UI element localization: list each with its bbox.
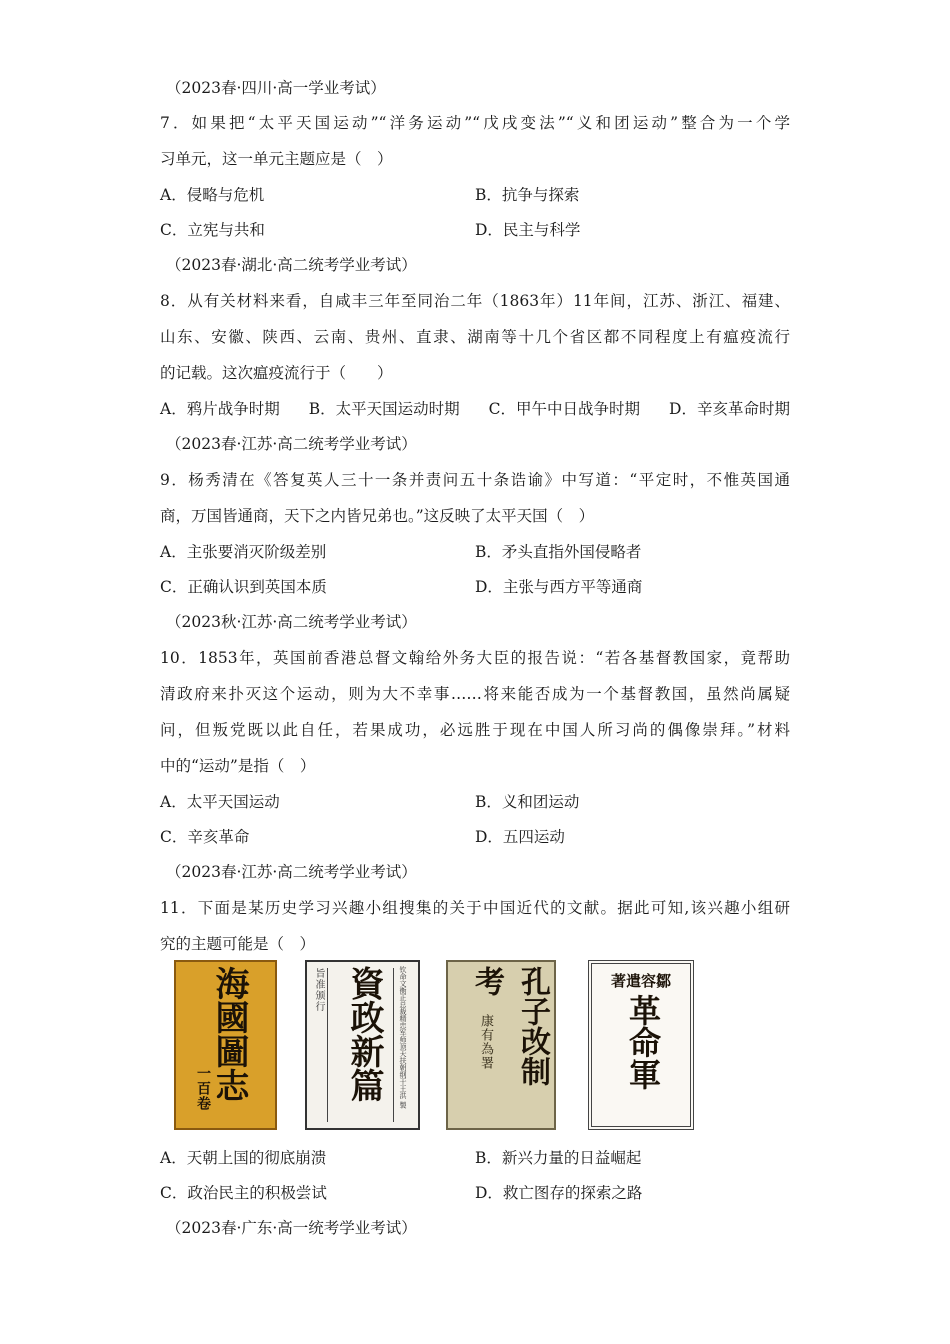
- book-cover-zizhengxinpian: [305, 960, 420, 1130]
- option-c[interactable]: C．正确认识到英国本质: [160, 578, 327, 596]
- book-cover-haiguotuzhi: [174, 960, 277, 1130]
- option-row: [160, 542, 790, 562]
- option-b[interactable]: B．太平天国运动时期: [308, 400, 460, 418]
- question-text: 8．从有关材料来看，自咸丰三年至同治二年（1863年）11年间，江苏、浙江、福建、: [160, 292, 790, 310]
- option-c[interactable]: C．立宪与共和: [160, 221, 265, 239]
- option-a[interactable]: A．太平天国运动: [160, 793, 280, 811]
- book-title: 革命軍: [624, 994, 662, 1090]
- question-source: （2023春·江苏·高二统考学业考试）: [166, 435, 417, 453]
- option-a[interactable]: A．侵略与危机: [160, 186, 265, 204]
- option-c[interactable]: C．辛亥革命: [160, 828, 250, 846]
- option-row: [160, 577, 790, 597]
- book-side-left: 旨准颁行: [313, 968, 324, 1012]
- question-text: 中的“运动”是指（ ）: [160, 757, 316, 775]
- question-text: 清政府来扑灭这个运动，则为大不幸事……将来能否成为一个基督教国，虽然尚属疑: [160, 685, 790, 703]
- option-c[interactable]: C．甲午中日战争时期: [488, 400, 641, 418]
- option-a[interactable]: A．天朝上国的彻底崩溃: [160, 1149, 327, 1167]
- option-d[interactable]: D．主张与西方平等通商: [475, 578, 643, 596]
- question-text: 习单元，这一单元主题应是（ ）: [160, 150, 393, 168]
- option-d[interactable]: D．五四运动: [475, 828, 565, 846]
- book-volume: 一百卷: [195, 1066, 211, 1111]
- question-source: （2023春·四川·高一学业考试）: [166, 79, 386, 97]
- question-text: 11．下面是某历史学习兴趣小组搜集的关于中国近代的文献。据此可知,该兴趣小组研: [160, 899, 790, 917]
- option-d[interactable]: D．辛亥革命时期: [669, 400, 790, 418]
- option-b[interactable]: B．抗争与探索: [475, 186, 580, 204]
- book-cover-gemingjun: [588, 960, 694, 1130]
- option-d[interactable]: D．民主与科学: [475, 221, 581, 239]
- option-a[interactable]: A．鸦片战争时期: [160, 400, 280, 418]
- option-row: [160, 220, 790, 240]
- option-b[interactable]: B．新兴力量的日益崛起: [475, 1149, 642, 1167]
- question-text: 10．1853年，英国前香港总督文翰给外务大臣的报告说：“若各基督教国家，竟帮助: [160, 649, 790, 667]
- option-row: [160, 827, 790, 847]
- option-b[interactable]: B．义和团运动: [475, 793, 580, 811]
- question-source: （2023春·广东·高一统考学业考试）: [166, 1219, 417, 1237]
- option-c[interactable]: C．政治民主的积极尝试: [160, 1184, 327, 1202]
- border-line: [393, 968, 394, 1122]
- question-source: （2023春·湖北·高二统考学业考试）: [166, 256, 417, 274]
- question-text: 问，但叛党既以此自任，若果成功，必远胜于现在中国人所习尚的偶像崇拜。”材料: [160, 721, 790, 739]
- option-row: [160, 399, 790, 419]
- book-covers-figure: [160, 960, 790, 1148]
- book-side-right: 钦命文衡正总裁精忠军师顶天扶朝纲干王洪 製: [399, 966, 407, 1109]
- book-header: 著遣容鄒: [610, 972, 671, 990]
- option-row: [160, 185, 790, 205]
- option-row: [160, 792, 790, 812]
- option-d[interactable]: D．救亡图存的探索之路: [475, 1184, 643, 1202]
- question-source: （2023春·江苏·高二统考学业考试）: [166, 863, 417, 881]
- question-source: （2023秋·江苏·高二统考学业考试）: [166, 613, 417, 631]
- option-row: [160, 1183, 790, 1203]
- question-text: 山东、安徽、陕西、云南、贵州、直隶、湖南等十几个省区都不同程度上有瘟疫流行: [160, 328, 790, 346]
- book-author: 康有為署: [478, 1014, 493, 1070]
- border-line: [327, 968, 328, 1122]
- question-text: 的记载。这次瘟疫流行于（ ）: [160, 364, 393, 382]
- book-title: 資政新篇: [344, 966, 384, 1102]
- exam-page: [160, 68, 790, 1238]
- question-text: 究的主题可能是（ ）: [160, 935, 316, 953]
- option-b[interactable]: B．矛头直指外国侵略者: [475, 543, 642, 561]
- book-title-left: 考: [469, 966, 504, 996]
- question-text: 7．如果把“太平天国运动”“洋务运动”“戊戌变法”“义和团运动”整合为一个学: [160, 114, 790, 132]
- question-text: 9．杨秀清在《答复英人三十一条并责问五十条诰谕》中写道：“平定时，不惟英国通: [160, 471, 790, 489]
- question-text: 商，万国皆通商，天下之内皆兄弟也。”这反映了太平天国（ ）: [160, 507, 595, 525]
- option-a[interactable]: A．主张要消灭阶级差别: [160, 543, 327, 561]
- book-title: 海國圖志: [209, 966, 249, 1102]
- book-cover-kongzigaizhikao: [446, 960, 556, 1130]
- option-row: [160, 1148, 790, 1168]
- book-title-right: 孔子改制: [515, 966, 550, 1086]
